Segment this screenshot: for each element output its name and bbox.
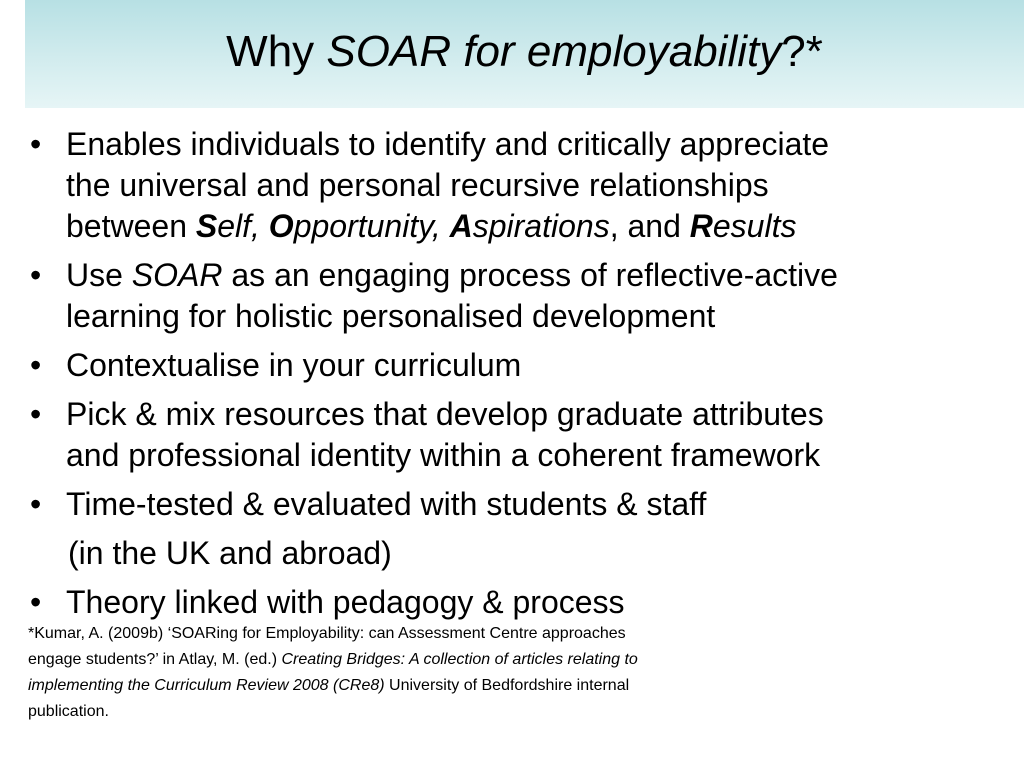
bullet-line: Pick & mix resources that develop graduate attributes xyxy=(66,396,824,432)
citation-line xyxy=(28,647,808,673)
bullet-marker: • xyxy=(30,584,42,620)
bullet-line: learning for holistic personalised development xyxy=(66,298,716,334)
bullet-line: and professional identity within a coherent framework xyxy=(66,437,821,473)
emphasis-letter: A xyxy=(449,208,473,244)
citation-footnote xyxy=(28,621,808,725)
bullet-item-use-soar xyxy=(30,255,990,337)
citation-italic: implementing the Curriculum Review 2008 (CRe8) xyxy=(28,677,385,694)
title-suffix: ?* xyxy=(781,27,823,76)
bullet-marker: • xyxy=(30,126,42,162)
bullet-line: Contextualise in your curriculum xyxy=(66,347,522,383)
slide-title xyxy=(0,24,1024,80)
citation-line: *Kumar, A. (2009b) ‘SOARing for Employability: can Assessment Centre approaches xyxy=(28,625,626,642)
bullet-text: as an engaging process of reflective-active xyxy=(222,257,838,293)
citation-text: engage students?’ in Atlay, M. (ed.) xyxy=(28,651,282,668)
emphasis-word: pportunity, xyxy=(293,208,450,244)
bullet-line xyxy=(66,255,990,296)
emphasis-letter: O xyxy=(268,208,294,244)
citation-line xyxy=(28,673,808,699)
bullet-item-pick-and-mix xyxy=(30,394,990,476)
bullet-line: (in the UK and abroad) xyxy=(68,535,392,571)
bullet-list xyxy=(30,124,990,631)
emphasis-letter: S xyxy=(195,208,218,244)
emphasis-word: SOAR xyxy=(131,257,223,293)
bullet-line: Time-tested & evaluated with students & staff xyxy=(66,486,707,522)
emphasis-letter: R xyxy=(689,208,713,244)
bullet-item-uk-abroad xyxy=(30,533,990,574)
bullet-text: Use xyxy=(66,257,132,293)
citation-line: publication. xyxy=(28,703,109,720)
title-italic: SOAR for employability xyxy=(326,27,782,76)
bullet-item-contextualise xyxy=(30,345,990,386)
bullet-text: between xyxy=(66,208,196,244)
bullet-marker: • xyxy=(30,347,42,383)
bullet-line xyxy=(66,206,990,247)
title-prefix: Why xyxy=(226,27,327,76)
emphasis-word: elf, xyxy=(217,208,269,244)
bullet-marker: • xyxy=(30,396,42,432)
bullet-item-theory xyxy=(30,582,990,623)
emphasis-word: spirations xyxy=(472,208,610,244)
bullet-text: , and xyxy=(609,208,690,244)
citation-italic: Creating Bridges: A collection of articles relating to xyxy=(281,651,638,668)
bullet-line: the universal and personal recursive relationships xyxy=(66,167,769,203)
bullet-item-time-tested xyxy=(30,484,990,525)
bullet-line: Enables individuals to identify and critically appreciate xyxy=(66,126,830,162)
emphasis-word: esults xyxy=(712,208,797,244)
bullet-marker: • xyxy=(30,486,42,522)
bullet-marker: • xyxy=(30,257,42,293)
citation-text: University of Bedfordshire internal xyxy=(384,677,630,694)
bullet-item-soar-relationships xyxy=(30,124,990,247)
bullet-line: Theory linked with pedagogy & process xyxy=(66,584,625,620)
